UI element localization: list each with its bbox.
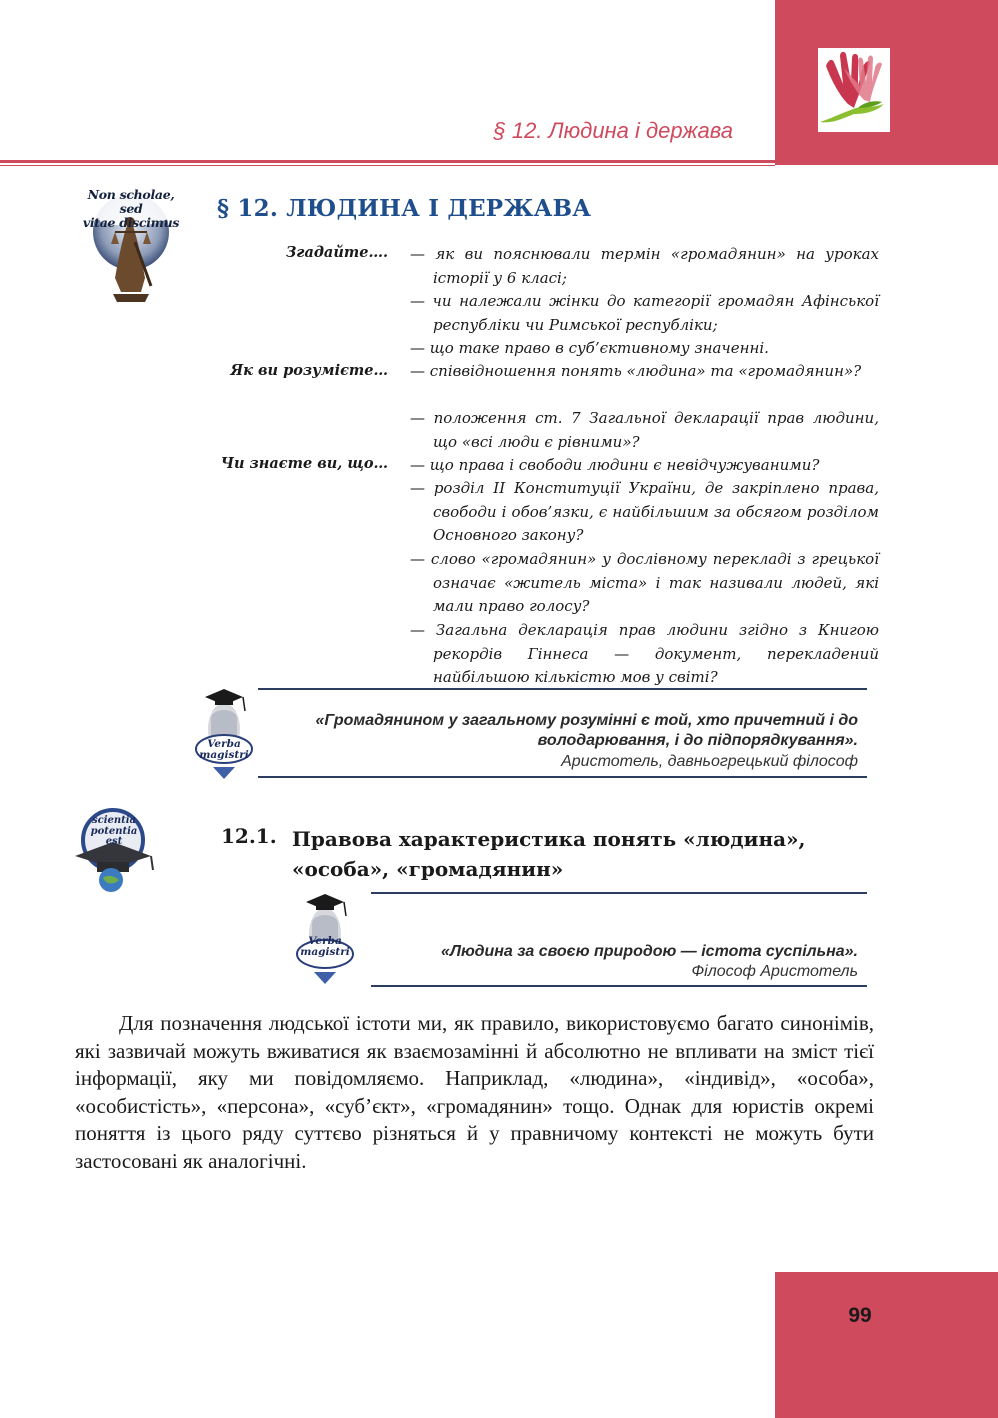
themis-medallion xyxy=(75,182,187,304)
prompt-item: — положення ст. 7 Загальної декларації прав людини, що «всі люди є рівними»? xyxy=(410,409,879,451)
header-rule xyxy=(0,160,775,163)
prompt-item: — як ви пояснювали термін «громадянин» на уроках історії у 6 класі; xyxy=(410,245,879,287)
prompt-item: — що таке право в суб’єктивному значенні. xyxy=(410,339,769,357)
footer-accent-block xyxy=(775,1272,998,1418)
scientia-potentia-badge xyxy=(75,806,155,894)
section-title: Правова характеристика понять «людина», «особа», «громадянин» xyxy=(292,827,806,881)
quote-author: Філософ Аристотель xyxy=(691,963,858,980)
verba-line-2: magistri xyxy=(199,749,249,761)
quote-rule-top xyxy=(258,688,867,690)
hands-logo-icon xyxy=(818,48,890,132)
quote-text: «Громадянином у загальному розумінні є той, хто причетний і до володарювання, і до підпорядкування». xyxy=(315,712,858,749)
header-rule-thin xyxy=(0,165,775,166)
quote-rule-top xyxy=(371,892,867,894)
verba-line-1: Verba xyxy=(308,935,342,947)
motto-line-1: Non scholae, sed xyxy=(87,187,175,216)
prompt-label-know: Чи знаєте ви, що… xyxy=(220,455,388,472)
verba-line-1: Verba xyxy=(207,738,241,750)
prompt-item: — що права і свободи людини є невідчужуваними? xyxy=(410,456,820,474)
prompt-label-understand: Як ви розумієте… xyxy=(230,362,388,379)
prompt-item: — співвідношення понять «людина» та «громадянин»? xyxy=(410,362,862,380)
prompt-item: — розділ ІІ Конституції України, де закріплено права, свободи і обов’язки, є найбільшим за обсягом розділом Основного закону? xyxy=(410,479,879,544)
chapter-title: § 12. ЛЮДИНА І ДЕРЖАВА xyxy=(217,195,592,222)
scientia-line-1: scientia xyxy=(91,815,137,826)
quote-rule-bottom xyxy=(258,776,867,778)
scientia-line-3: est xyxy=(105,836,123,847)
prompt-item: — Загальна декларація прав людини згідно з Книгою рекордів Гіннеса — документ, перекладений найбільшою кількістю мов у світі? xyxy=(410,621,879,686)
verba-magistri-badge xyxy=(195,689,253,779)
motto-line-2: vitae discimus xyxy=(82,215,180,230)
prompt-item: — чи належали жінки до категорії громадян Афінської республіки чи Римської республіки; xyxy=(410,292,879,334)
page-number: 99 xyxy=(848,1304,872,1327)
quote-rule-bottom xyxy=(371,985,867,987)
body-paragraph: Для позначення людської істоти ми, як правило, використовуємо багато синонімів, які зазвичай можуть вживатися як взаємозамінні й абсолютно не впливати на зміст тієї інформації, яку ми повідомляємо. Наприклад, «людина», «індивід», «особа», «особистість», «персона», «суб’єкт», «громадянин» тощо. Однак для юристів окремі поняття із цього ряду суттєво різняться й у правничому контексті не можуть бути застосовані як аналогічні. xyxy=(75,1011,874,1173)
quote-author: Аристотель, давньогрецький філософ xyxy=(561,753,858,770)
scientia-line-2: potentia xyxy=(90,825,138,837)
prompt-label-recall: Згадайте…. xyxy=(285,244,388,261)
running-head: § 12. Людина і держава xyxy=(493,118,733,143)
prompt-item: — слово «громадянин» у дослівному перекладі з грецької означає «житель міста» і так називали людей, які мали право голосу? xyxy=(410,550,879,615)
quote-text: «Людина за своєю природою — істота суспільна». xyxy=(441,943,858,960)
verba-line-2: magistri xyxy=(300,946,350,958)
verba-magistri-badge xyxy=(296,894,354,984)
section-number: 12.1. xyxy=(221,824,277,848)
